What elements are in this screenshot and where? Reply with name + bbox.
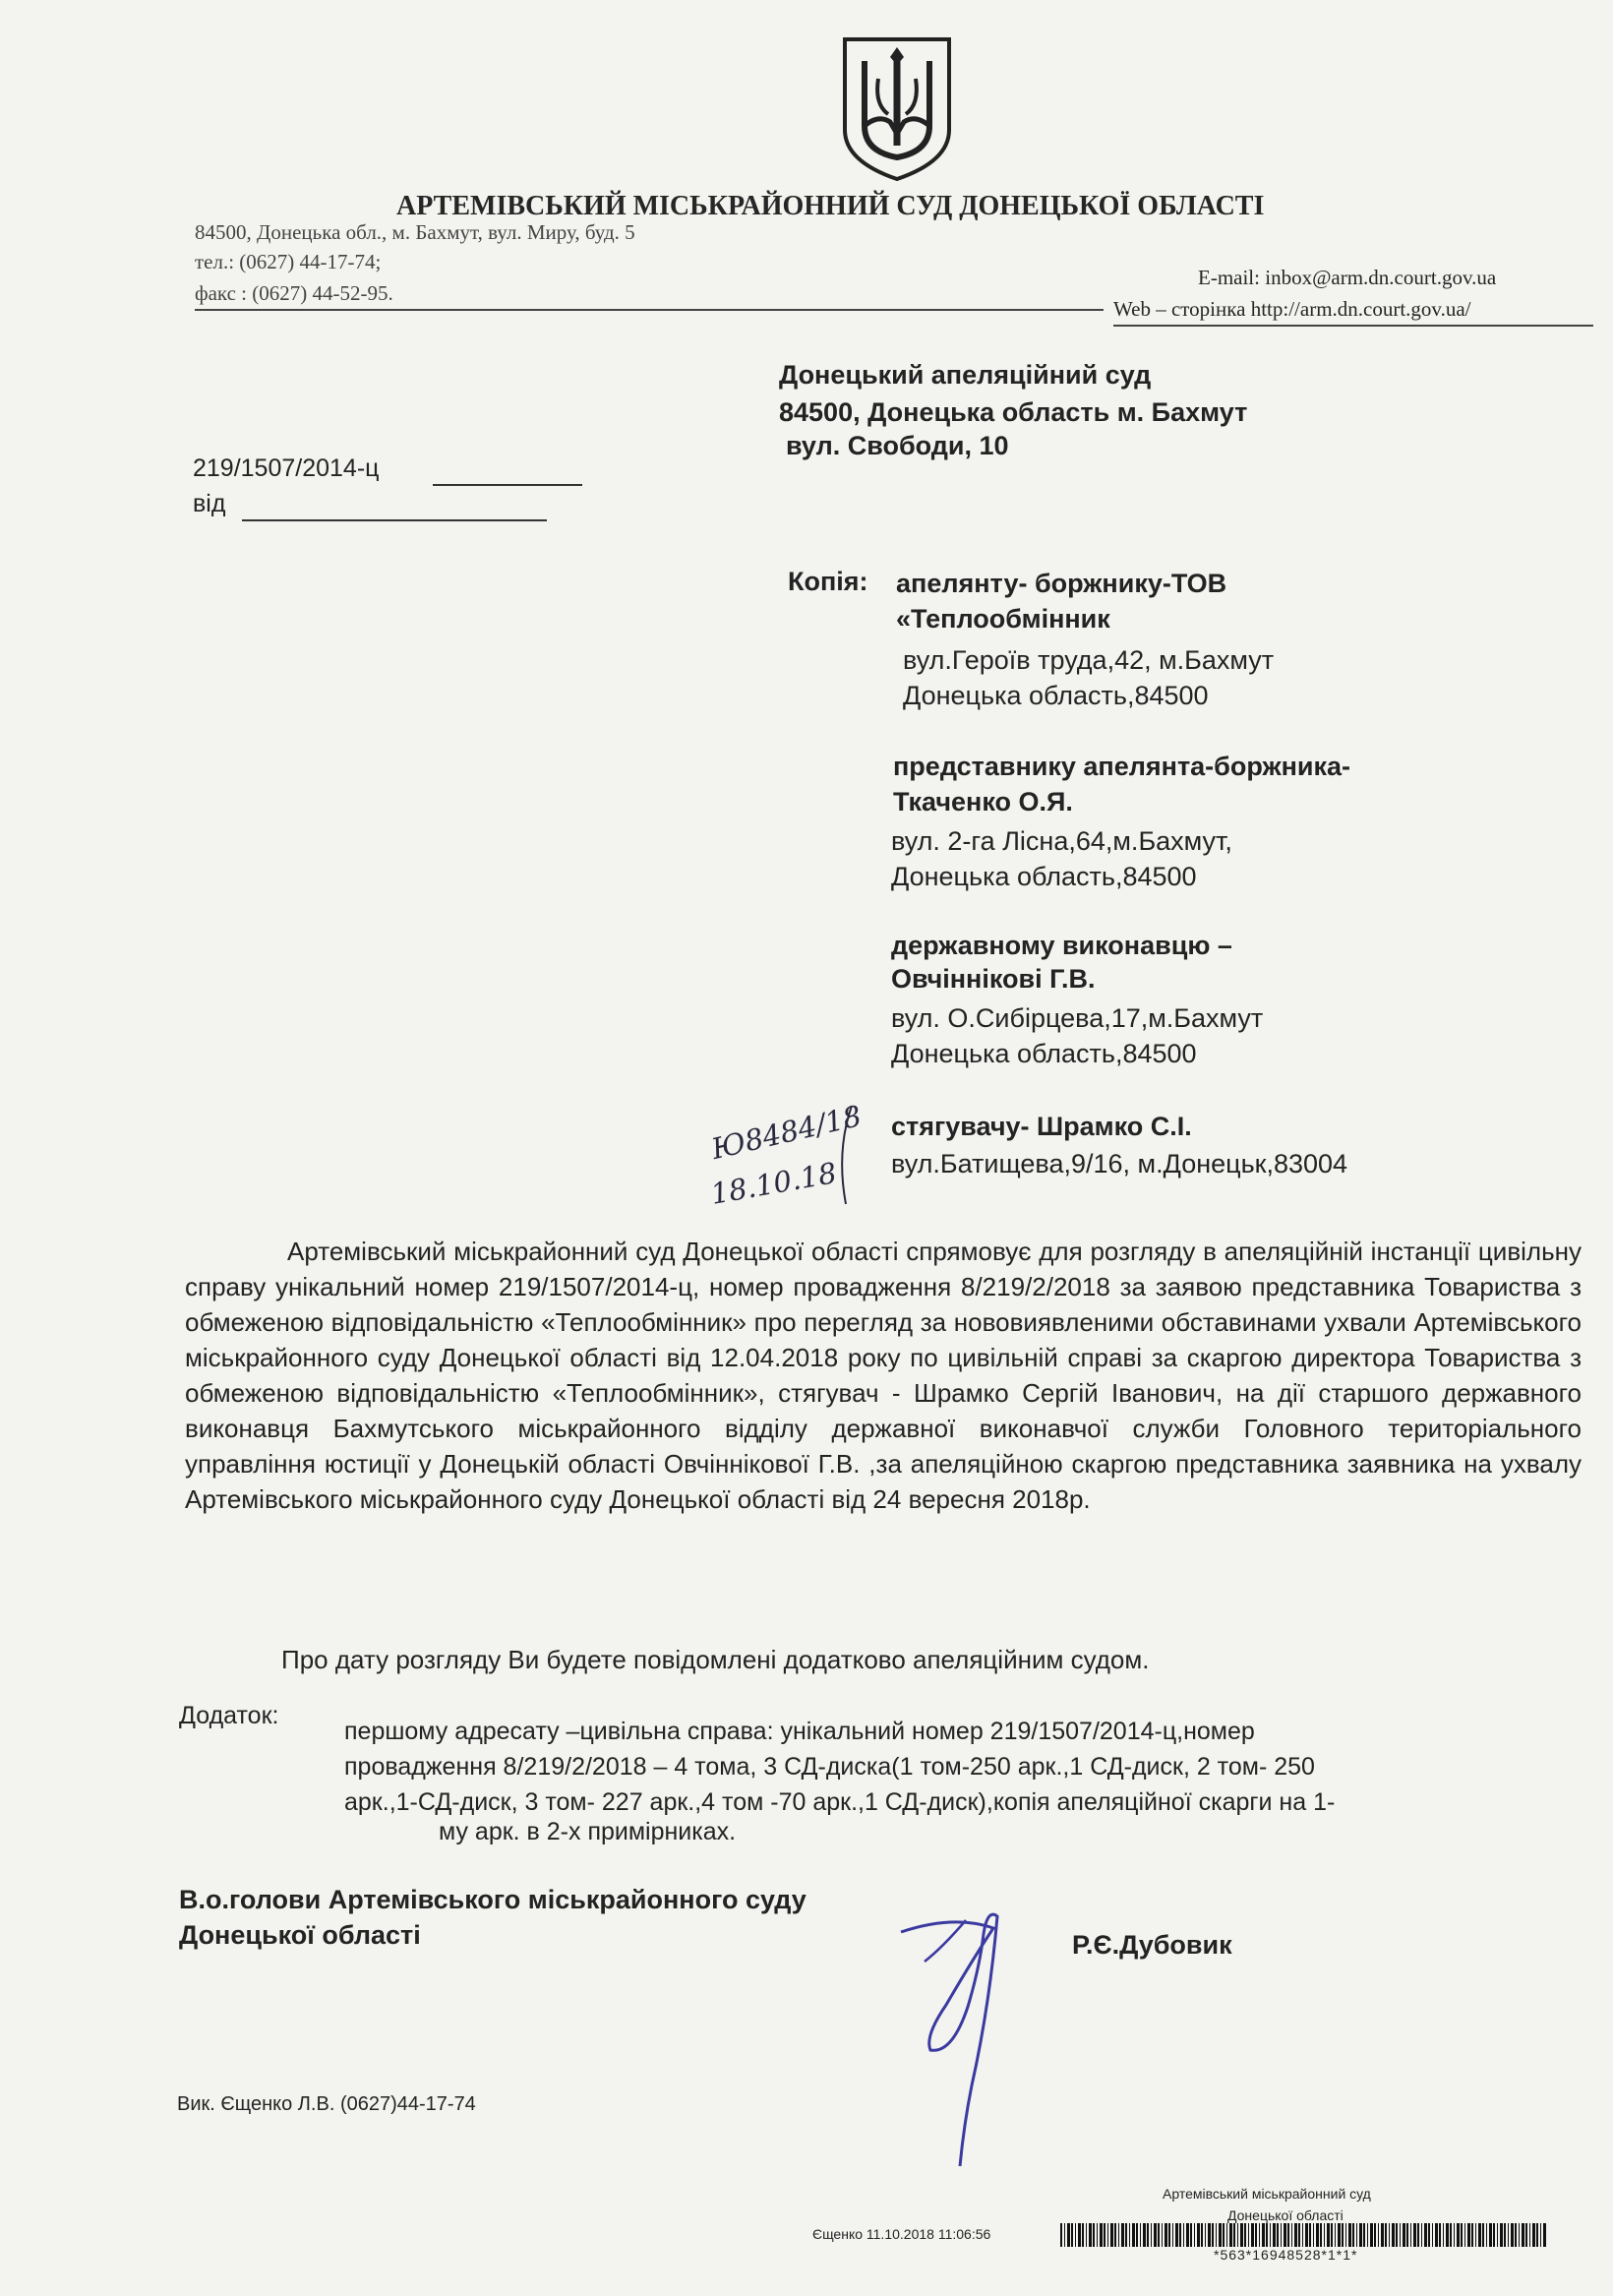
body-paragraph-2: Про дату розгляду Ви будете повідомлені додатково апеляційним судом. bbox=[281, 1645, 1150, 1674]
court-name-heading: АРТЕМІВСЬКИЙ МІСЬКРАЙОННИЙ СУД ДОНЕЦЬКОЇ ОБЛАСТІ bbox=[396, 191, 1265, 221]
copy-recipient-1-name: «Теплообмінник bbox=[896, 604, 1110, 634]
website-underline bbox=[1113, 325, 1593, 327]
handwritten-bracket bbox=[822, 1102, 867, 1210]
handwritten-signature bbox=[895, 1889, 1023, 2174]
attachment-line: провадження 8/219/2/2018 – 4 тома, 3 СД-диска(1 том-250 арк.,1 СД-диск, 2 том- 250 bbox=[344, 1753, 1315, 1781]
addressee-name: Донецький апеляційний суд bbox=[779, 360, 1152, 390]
handwritten-registration-number: Ю8484/18 bbox=[708, 1098, 865, 1167]
registration-stamp-line1: Артемівський міськрайонний суд bbox=[1163, 2186, 1371, 2202]
signatory-title: В.о.голови Артемівського міськрайонного суду bbox=[179, 1885, 806, 1914]
court-email: E-mail: inbox@arm.dn.court.gov.ua bbox=[1198, 266, 1497, 289]
copy-recipient-2-name: представнику апелянта-боржника- bbox=[893, 752, 1351, 781]
reference-number: 219/1507/2014-ц bbox=[193, 454, 380, 482]
copy-recipient-1-address: вул.Героїв труда,42, м.Бахмут bbox=[903, 645, 1275, 675]
body-paragraph-main bbox=[185, 1234, 1582, 1517]
signatory-title-org: Донецької області bbox=[179, 1920, 421, 1950]
attachment-line: му арк. в 2-х примірниках. bbox=[439, 1818, 737, 1845]
registration-stamp-meta: Єщенко 11.10.2018 11:06:56 bbox=[812, 2226, 991, 2242]
copy-recipient-4-name: стягувачу- Шрамко С.І. bbox=[891, 1112, 1192, 1141]
reference-number-line bbox=[433, 484, 582, 486]
attachment-label: Додаток: bbox=[179, 1702, 279, 1729]
addressee-address-line1: 84500, Донецька область м. Бахмут bbox=[779, 397, 1248, 427]
registration-stamp-line2: Донецької області bbox=[1227, 2207, 1344, 2223]
court-phone: тел.: (0627) 44-17-74; bbox=[195, 250, 382, 273]
copy-recipient-3-name: Овчіннікові Г.В. bbox=[891, 964, 1096, 994]
handwritten-registration-date: 18.10.18 bbox=[708, 1156, 840, 1211]
copies-label: Копія: bbox=[788, 567, 868, 596]
court-address: 84500, Донецька обл., м. Бахмут, вул. Миру, буд. 5 bbox=[195, 220, 635, 244]
copy-recipient-3-address: Донецька область,84500 bbox=[891, 1039, 1197, 1068]
coat-of-arms-emblem bbox=[839, 35, 955, 183]
addressee-address-line2: вул. Свободи, 10 bbox=[786, 431, 1009, 460]
copy-recipient-3-address: вул. О.Сибірцева,17,м.Бахмут bbox=[891, 1003, 1264, 1033]
header-divider bbox=[195, 309, 1104, 311]
copy-recipient-4-address: вул.Батищева,9/16, м.Донецьк,83004 bbox=[891, 1149, 1348, 1178]
copy-recipient-1-address: Донецька область,84500 bbox=[903, 681, 1209, 710]
copy-recipient-3-name: державному виконавцю – bbox=[891, 931, 1232, 960]
body-paragraph-1: Артемівський міськрайонний суд Донецької області спрямовує для розгляду в апеляційній інстанції цивільну справу унікальний номер 219/1507/2014-ц, номер провадження 8/219/2/2018 за заявою представника Товариства з обмеженою відповідальністю «Теплообмінник» про перегляд за нововиявленими обставинами ухвали Артемівського міськрайонного суду Донецької області від 12.04.2018 року по цивільній справі за скаргою директора Товариства з обмеженою відповідальністю «Теплообмінник», стягувач - Шрамко Сергій Іванович, на дії старшого державного виконавця Бахмутського міськрайонного відділу державної виконавчої служби Головного територіального управління юстиції у Донецькій області Овчіннікової Г.В. ,за апеляційною скаргою представника заявника на ухвалу Артемівського міськрайонного суду Донецької області від 24 вересня 2018р. bbox=[185, 1237, 1582, 1514]
attachment-line: арк.,1-СД-диск, 3 том- 227 арк.,4 том -70 арк.,1 СД-диск),копія апеляційної скарги на 1- bbox=[344, 1788, 1336, 1816]
registration-barcode bbox=[1060, 2223, 1546, 2247]
copy-recipient-2-address: вул. 2-га Лісна,64,м.Бахмут, bbox=[891, 826, 1232, 856]
court-fax: факс : (0627) 44-52-95. bbox=[195, 281, 393, 305]
registration-barcode-number: *563*16948528*1*1* bbox=[1214, 2247, 1358, 2263]
reference-date-label: від bbox=[193, 490, 226, 517]
court-website: Web – сторінка http://arm.dn.court.gov.ua/ bbox=[1113, 297, 1471, 321]
executor-info: Вик. Єщенко Л.В. (0627)44-17-74 bbox=[177, 2093, 476, 2115]
reference-date-line bbox=[242, 519, 547, 521]
copy-recipient-1-name: апелянту- боржнику-ТОВ bbox=[896, 569, 1227, 598]
copy-recipient-2-address: Донецька область,84500 bbox=[891, 862, 1197, 891]
signatory-name: Р.Є.Дубовик bbox=[1072, 1930, 1232, 1960]
copy-recipient-2-name: Ткаченко О.Я. bbox=[893, 787, 1073, 816]
attachment-line: першому адресату –цивільна справа: унікальний номер 219/1507/2014-ц,номер bbox=[344, 1718, 1255, 1745]
